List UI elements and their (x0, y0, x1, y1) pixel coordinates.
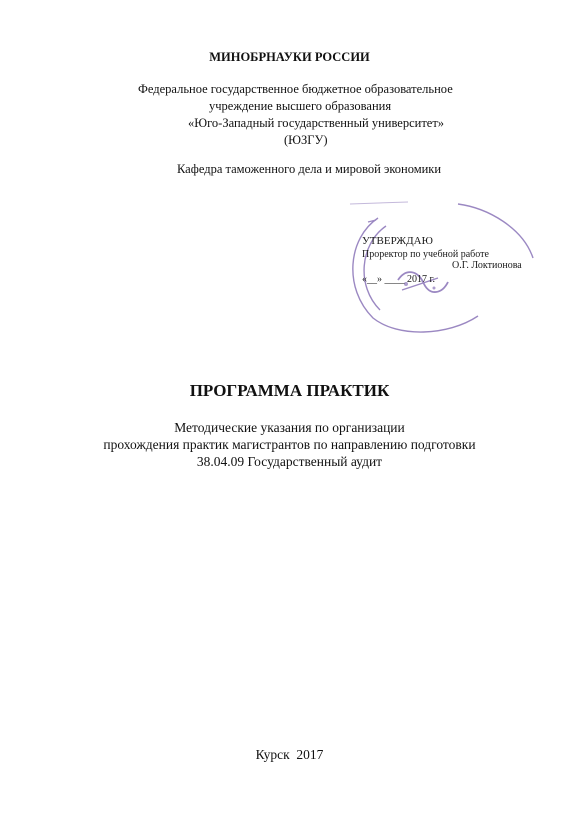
department-name: Кафедра таможенного дела и мировой экономики (177, 162, 442, 176)
org-line-1: Федеральное государственное бюджетное образовательное (138, 82, 453, 96)
subtitle-line-2: прохождения практик магистрантов по направлению подготовки (103, 437, 476, 452)
university-name: «Юго-Западный государственный университет» (188, 116, 445, 130)
subtitle-line-3: 38.04.09 Государственный аудит (196, 454, 383, 469)
approval-date: «__» ____ 2017 г. (362, 274, 435, 285)
university-abbrev: (ЮЗГУ) (284, 133, 328, 147)
ministry-heading: МИНОБРНАУКИ РОССИИ (209, 50, 370, 64)
approval-block (338, 198, 548, 338)
subtitle-line-1: Методические указания по организации (174, 420, 405, 435)
approver-name: О.Г. Локтионова (452, 260, 522, 271)
city-year: Курск 2017 (255, 747, 324, 762)
document-title: ПРОГРАММА ПРАКТИК (189, 381, 390, 400)
approver-position: Проректор по учебной работе (362, 249, 489, 260)
approval-title: УТВЕРЖДАЮ (362, 235, 433, 247)
org-line-2: учреждение высшего образования (209, 99, 392, 113)
